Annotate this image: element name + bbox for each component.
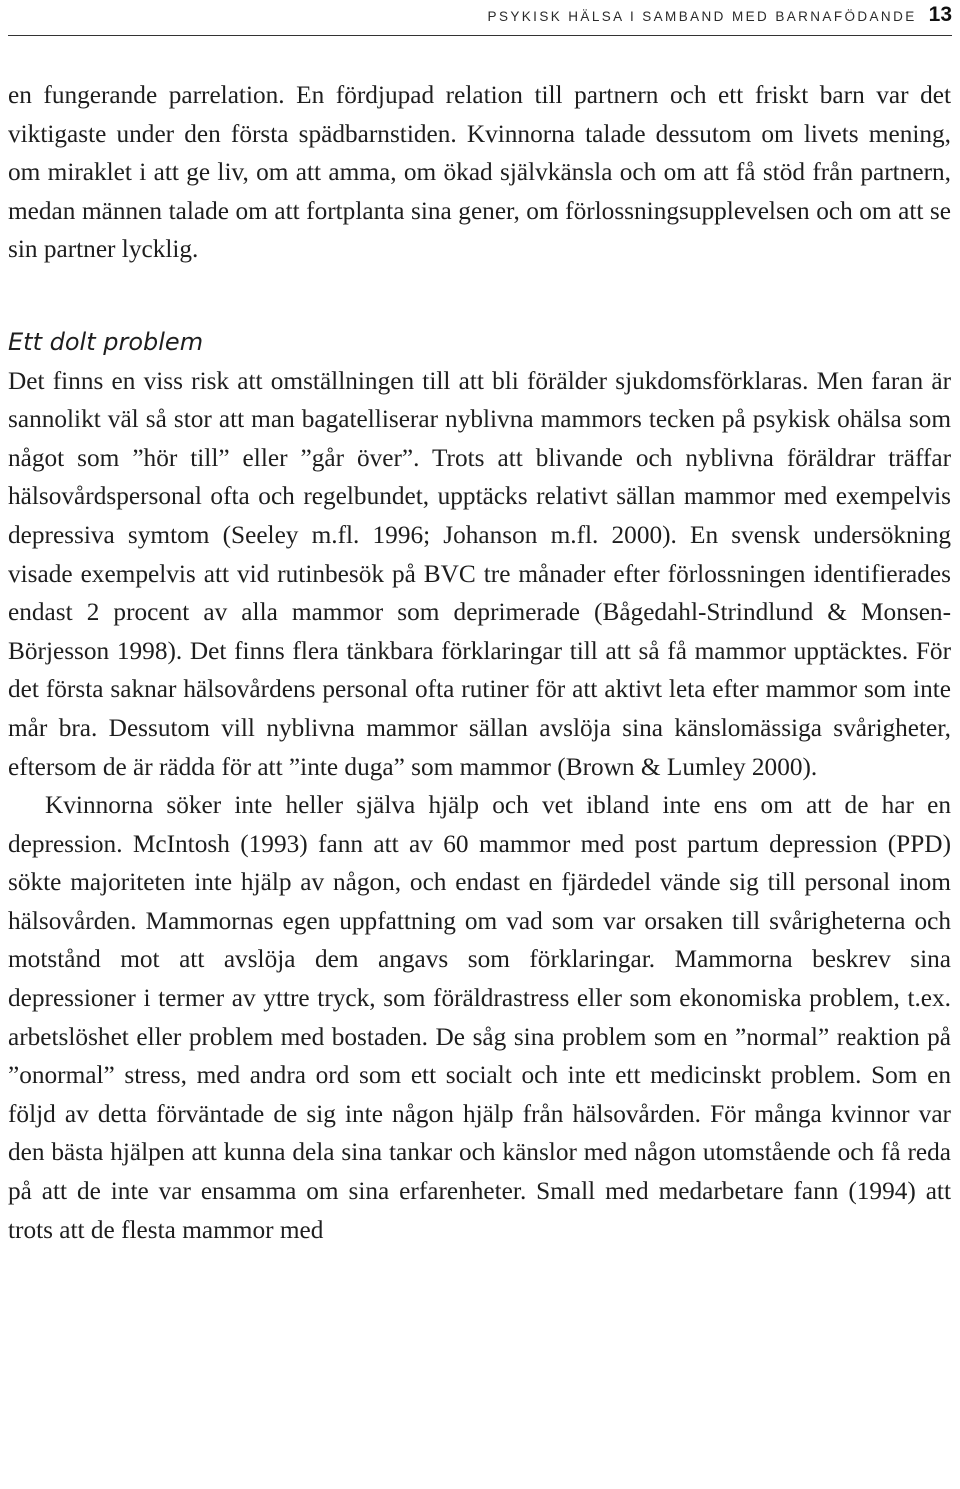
paragraph-seeking-help: Kvinnorna söker inte heller själva hjälp och vet ibland inte ens om att de har en depression. McIntosh (1993) fann att av 60 mammor med post partum depression (PPD) sökte majoriteten inte hjälp av någon, och endast en fjärdedel vände sig till personal inom hälsovården. Mammornas egen uppfattning om vad som var orsaken till svårigheterna och motstånd mot att avslöja dem angavs som förklaringar. Mammorna beskrev sina depressioner i termer av yttre tryck, som föräldrastress eller som ekonomiska problem, t.ex. arbetslöshet eller problem med bostaden. De såg sina problem som en ”normal” reaktion på ”onormal” stress, med andra ord som ett socialt och inte ett medicinskt problem. Som en följd av detta förväntade de sig inte någon hjälp från hälsovården. För många kvinnor var den bästa hjälpen att kunna dela sina tankar och känslor med någon utomstående och få reda på att de inte var ensamma om sina erfarenheter. Small med medarbetare fann (1994) att trots att de flesta mammor med: [8, 791, 951, 1244]
running-header: [8, 0, 952, 30]
paragraph-hidden-problem: Det finns en viss risk att omställningen till att bli förälder sjukdomsförklaras. Men faran är sannolikt väl så stor att man bagatelliserar nyblivna mammors tecken på psykisk ohälsa som något som ”hör till” eller ”går över”. Trots att blivande och nyblivna föräldrar träffar hälsovårdspersonal ofta och regelbundet, upptäcks relativt sällan mammor med exempelvis depressiva symtom (Seeley m.fl. 1996; Johanson m.fl. 2000). En svensk undersökning visade exempelvis att vid rutinbesök på BVC tre månader efter förlossningen identifierades endast 2 procent av alla mammor som deprimerade (Bågedahl-Strindlund & Monsen-Börjesson 1998). Det finns flera tänkbara förklaringar till att så få mammor upptäcktes. För det första saknar hälsovårdens personal ofta rutiner för att aktivt leta efter mammor som inte mår bra. Dessutom vill nyblivna mammor sällan avslöja sina känslomässiga svårigheter, eftersom de är rädda för att ”inte duga” som mammor (Brown & Lumley 2000).: [8, 366, 951, 781]
page-number: 13: [928, 3, 952, 26]
body-text: [8, 76, 951, 1249]
header-rule: [8, 35, 952, 36]
section-heading: Ett dolt problem: [8, 327, 204, 356]
running-title: PSYKISK HÄLSA I SAMBAND MED BARNAFÖDANDE: [487, 9, 917, 24]
paragraph-continuation: en fungerande parrelation. En fördjupad relation till partnern och ett friskt barn var det viktigaste under den första spädbarnstiden. Kvinnorna talade dessutom om livets mening, om miraklet i att ge liv, om att amma, om ökad självkänsla och om att få stöd från partnern, medan männen talade om att fortplanta sina gener, om förlossningsupplevelsen och om att se sin partner lycklig.: [8, 81, 951, 264]
